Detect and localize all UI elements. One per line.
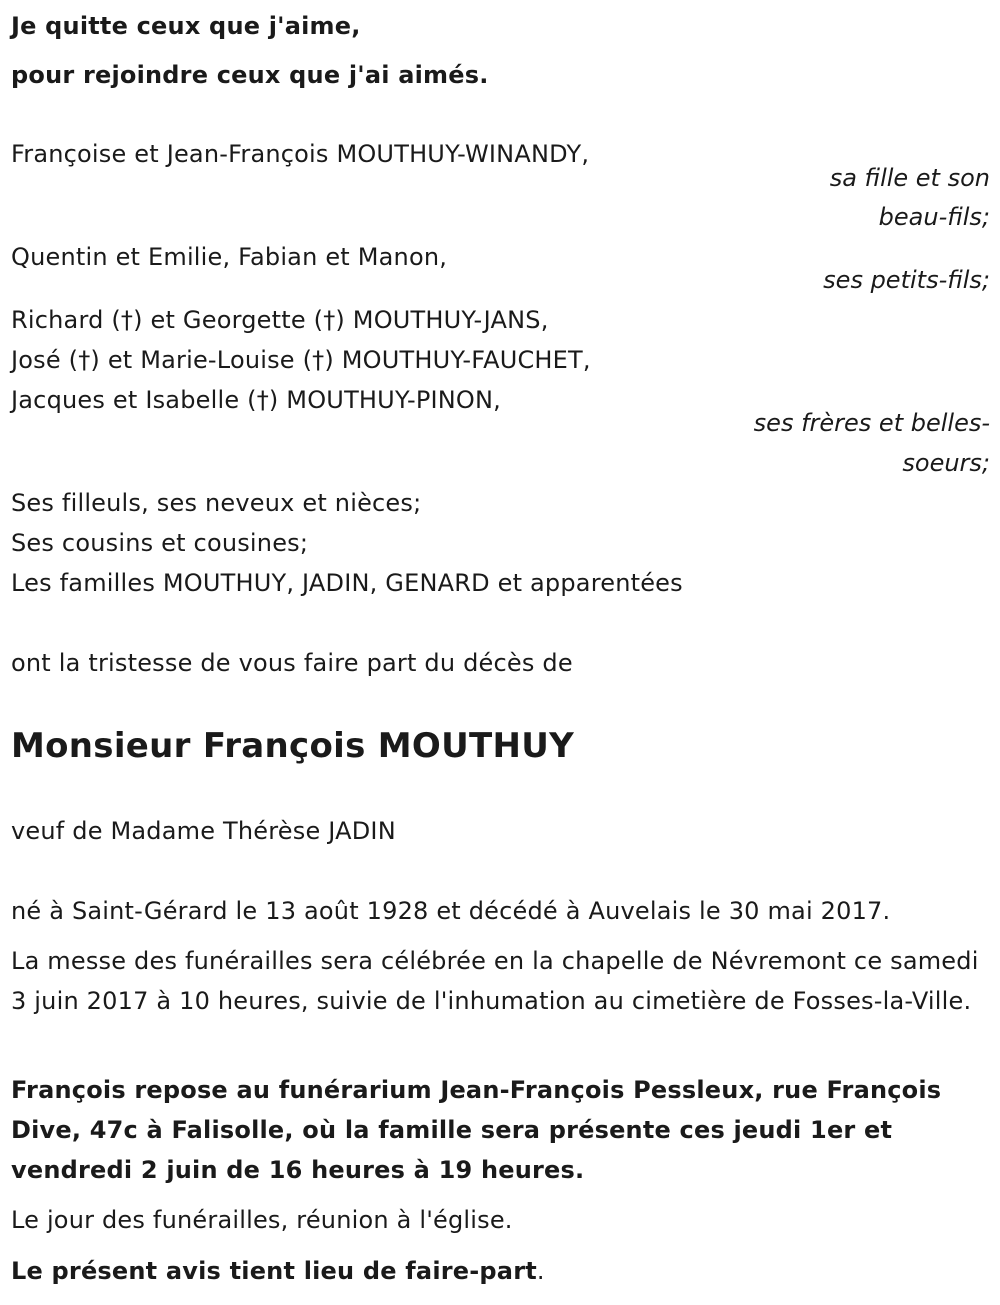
notice-period: . — [536, 1257, 545, 1285]
family-others-1: Ses filleuls, ses neveux et nièces; — [11, 489, 422, 517]
funeral-gathering: Le jour des funérailles, réunion à l'église. — [11, 1206, 513, 1234]
siblings-relation-1: ses frères et belles- — [753, 409, 990, 437]
family-grandchildren: Quentin et Emilie, Fabian et Manon, — [11, 243, 448, 271]
family-sibling-2: José (†) et Marie-Louise (†) MOUTHUY-FAUCHET, — [11, 346, 591, 374]
siblings-relation-2: soeurs; — [902, 449, 990, 477]
family-sibling-1: Richard (†) et Georgette (†) MOUTHUY-JANS, — [11, 306, 549, 334]
notice-text: Le présent avis tient lieu de faire-part — [11, 1257, 537, 1285]
funeral-visitation: François repose au funérarium Jean-François Pessleux, rue François Dive, 47c à Falisolle, où la famille sera présente ces jeudi 1er et vendredi 2 juin de 16 heures à 19 heures. — [11, 1076, 942, 1184]
funeral-notice — [11, 1256, 545, 1286]
family-others-3: Les familles MOUTHUY, JADIN, GENARD et apparentées — [11, 569, 683, 597]
epigraph-line-2: pour rejoindre ceux que j'ai aimés. — [11, 61, 489, 89]
widower-of: veuf de Madame Thérèse JADIN — [11, 817, 396, 845]
grandchildren-relation: ses petits-fils; — [823, 266, 990, 294]
epigraph-line-1: Je quitte ceux que j'aime, — [11, 12, 361, 40]
funeral-mass: La messe des funérailles sera célébrée en la chapelle de Névremont ce samedi 3 juin 2017 à 10 heures, suivie de l'inhumation au cimetière de Fosses-la-Ville. — [11, 947, 979, 1015]
deceased-name: Monsieur François MOUTHUY — [11, 726, 575, 766]
family-daughter: Françoise et Jean-François MOUTHUY-WINANDY, — [11, 140, 590, 168]
family-others-2: Ses cousins et cousines; — [11, 529, 309, 557]
announcement: ont la tristesse de vous faire part du décès de — [11, 649, 573, 677]
daughter-relation-2: beau-fils; — [878, 203, 990, 231]
birth-death: né à Saint-Gérard le 13 août 1928 et décédé à Auvelais le 30 mai 2017. — [11, 897, 891, 925]
family-sibling-3: Jacques et Isabelle (†) MOUTHUY-PINON, — [11, 386, 501, 414]
daughter-relation-1: sa fille et son — [829, 164, 990, 192]
